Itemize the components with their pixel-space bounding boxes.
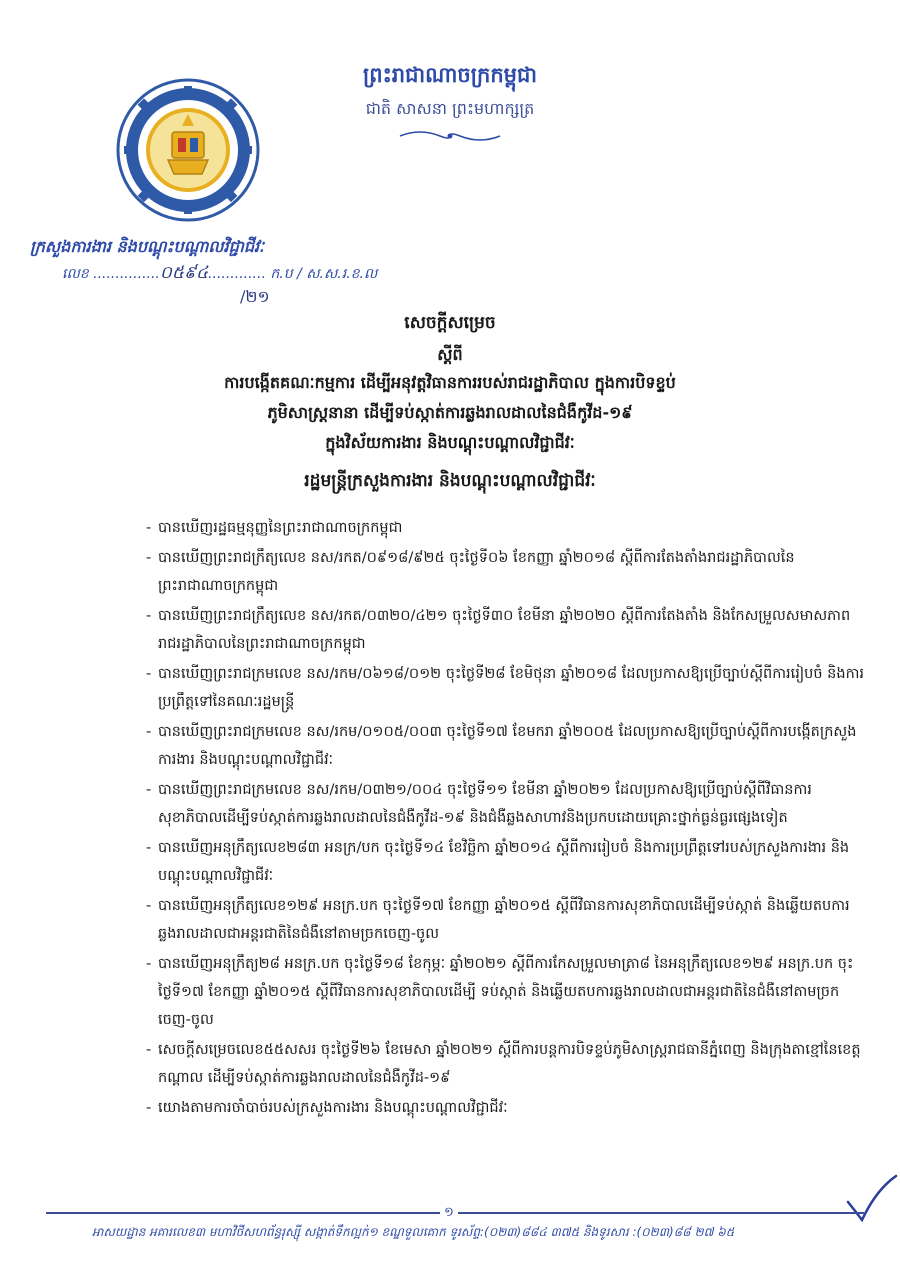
- list-item: - យោងតាមការចាំបាច់របស់ក្រសួងការងារ និងបណ្តុះបណ្តាលវិជ្ជាជីវៈ: [146, 1100, 508, 1116]
- ref-suffix: ក.ប / ស.ស.រ.ខ.ល: [270, 266, 378, 282]
- list-item: - សេចក្តីសម្រេចលេខ៥៥សសរ ចុះថ្ងៃទី២៦ ខែមេសា ឆ្នាំ២០២១ ស្តីពីការបន្តការបិទខ្ទប់ភូមិសាស្ត្ររាជធានីភ្នំពេញ និងក្រុងតាខ្មៅនៃខេត្តកណ្តាល ដើម្បីទប់ស្កាត់ការឆ្លងរាលដាលនៃជំងឺកូវីដ-១៩: [146, 1042, 861, 1086]
- list-item: - បានឃើញអនុក្រឹត្យលេខ២៨៣ អនក្រ/បក ចុះថ្ងៃទី១៤ ខែវិច្ឆិកា ឆ្នាំ២០១៤ ស្តីពីការរៀបចំ និងការប្រព្រឹត្តទៅរបស់ក្រសួងការងារ និងបណ្តុះបណ្តាលវិជ្ជាជីវៈ: [146, 840, 850, 884]
- subject-line-3: ក្នុងវិស័យការងារ និងបណ្តុះបណ្តាលវិជ្ជាជីវៈ: [325, 433, 575, 452]
- initial-mark-icon: [842, 1172, 898, 1224]
- ref-year: /២១: [240, 287, 270, 306]
- subject-line-2: ភូមិសាស្ត្រនានា ដើម្បីទប់ស្កាត់ការឆ្លងរាលដាលនៃជំងឺកូវីដ-១៩: [267, 403, 633, 422]
- list-item: - បានឃើញអនុក្រឹត្យលេខ១២៩ អនក្រ.បក ចុះថ្ងៃទី១៧ ខែកញ្ញា ឆ្នាំ២០១៥ ស្តីពីវិធានការសុខាភិបាលដើម្បីទប់ស្កាត់ និងឆ្លើយតបការឆ្លងរាលដាលជាអន្តរជាតិនៃជំងឺនៅតាមច្រកចេញ-ចូល: [146, 898, 850, 942]
- issuing-authority: រដ្ឋមន្ត្រីក្រសួងការងារ និងបណ្តុះបណ្តាលវិជ្ជាជីវៈ: [304, 471, 596, 491]
- kingdom-title: ព្រះរាជាណាចក្រកម្ពុជា: [362, 63, 537, 87]
- list-item: - បានឃើញព្រះរាជក្រមលេខ នស/រកម/០៦១៨/០១២ ចុះថ្ងៃទី២៨ ខែមិថុនា ឆ្នាំ២០១៨ ដែលប្រកាសឱ្យប្រើច្បាប់ស្តីពីការរៀបចំ និងការប្រព្រឹត្តទៅនៃគណៈរដ្ឋមន្ត្រី: [146, 666, 864, 710]
- ref-label: លេខ: [62, 266, 89, 282]
- ornament-divider-icon: [395, 128, 505, 144]
- document-about: ស្តីពី: [437, 345, 463, 364]
- footer-address: អាសយដ្ឋាន អគារលេខ៣ មហាវិថីសហព័ន្ធរុស្ស៊ី សង្កាត់ទឹកល្អក់១ ខណ្ឌទួលគោក ទូរស័ព្ទ:(០២៣)៨៨៤ ៣៧៥ និងទូរសារ :(០២៣)៨៨ ២៧ ៦៥: [92, 1225, 735, 1239]
- national-motto: ជាតិ សាសនា ព្រះមហាក្សត្រ: [365, 99, 535, 118]
- list-item: - បានឃើញព្រះរាជក្រឹត្យលេខ នស/រកត/០៩១៨/៩២៥ ចុះថ្ងៃទី០៦ ខែកញ្ញា ឆ្នាំ២០១៨ ស្តីពីការតែងតាំងរាជរដ្ឋាភិបាលនៃព្រះរាជាណាចក្រកម្ពុជា: [146, 550, 795, 594]
- document-type: សេចក្តីសម្រេច: [404, 313, 496, 333]
- list-item: - បានឃើញរដ្ឋធម្មនុញ្ញនៃព្រះរាជាណាចក្រកម្ពុជា: [146, 520, 403, 536]
- page-number: ១: [440, 1204, 458, 1223]
- list-item: - បានឃើញព្រះរាជក្រមលេខ នស/រកម/០៣២១/០០៤ ចុះថ្ងៃទី១១ ខែមីនា ឆ្នាំ២០២១ ដែលប្រកាសឱ្យប្រើច្បាប់ស្តីពីវិធានការសុខាភិបាលដើម្បីទប់ស្កាត់ការឆ្លងរាលដាលនៃជំងឺកូវីដ-១៩ និងជំងឺឆ្លងសាហាវនិងប្រកបដោយគ្រោះថ្នាក់ធ្ងន់ធ្ងរផ្សេងទៀត: [146, 782, 812, 826]
- ministry-seal-icon: [114, 76, 262, 224]
- reference-line: លេខ ...............០៥៩៤............. ក.ប / ស.ស.រ.ខ.ល: [62, 263, 378, 283]
- ministry-name: ក្រសួងការងារ និងបណ្តុះបណ្តាលវិជ្ជាជីវៈ: [30, 237, 264, 256]
- preamble-clauses: [146, 514, 866, 1124]
- list-item: - បានឃើញព្រះរាជក្រឹត្យលេខ នស/រកត/០៣២០/៤២១ ចុះថ្ងៃទី៣០ ខែមីនា ឆ្នាំ២០២០ ស្តីពីការតែងតាំង និងកែសម្រួលសមាសភាពរាជរដ្ឋាភិបាលនៃព្រះរាជាណាចក្រកម្ពុជា: [146, 608, 851, 652]
- list-item: - បានឃើញអនុក្រឹត្យ២៨ អនក្រ.បក ចុះថ្ងៃទី១៨ ខែកុម្ភៈ ឆ្នាំ២០២១ ស្តីពីការកែសម្រួលមាត្រា៨ នៃអនុក្រឹត្យលេខ១២៩ អនក្រ.បក ចុះថ្ងៃទី១៧ ខែកញ្ញា ឆ្នាំ២០១៥ ស្តីពីវិធានការសុខាភិបាលដើម្បី ទប់ស្កាត់ និងឆ្លើយតបការឆ្លងរាលដាលជាអន្តរជាតិនៃជំងឺនៅតាមច្រកចេញ-ចូល: [146, 956, 854, 1028]
- subject-line-1: ការបង្កើតគណៈកម្មការ ដើម្បីអនុវត្តវិធានការរបស់រាជរដ្ឋាភិបាល ក្នុងការបិទខ្ទប់: [224, 373, 676, 392]
- list-item: - បានឃើញព្រះរាជក្រមលេខ នស/រកម/០១០៥/០០៣ ចុះថ្ងៃទី១៧ ខែមករា ឆ្នាំ២០០៥ ដែលប្រកាសឱ្យប្រើច្បាប់ស្តីពីការបង្កើតក្រសួងការងារ និងបណ្តុះបណ្តាលវិជ្ជាជីវៈ: [146, 724, 857, 768]
- ref-number: ០៥៩៤: [159, 263, 209, 283]
